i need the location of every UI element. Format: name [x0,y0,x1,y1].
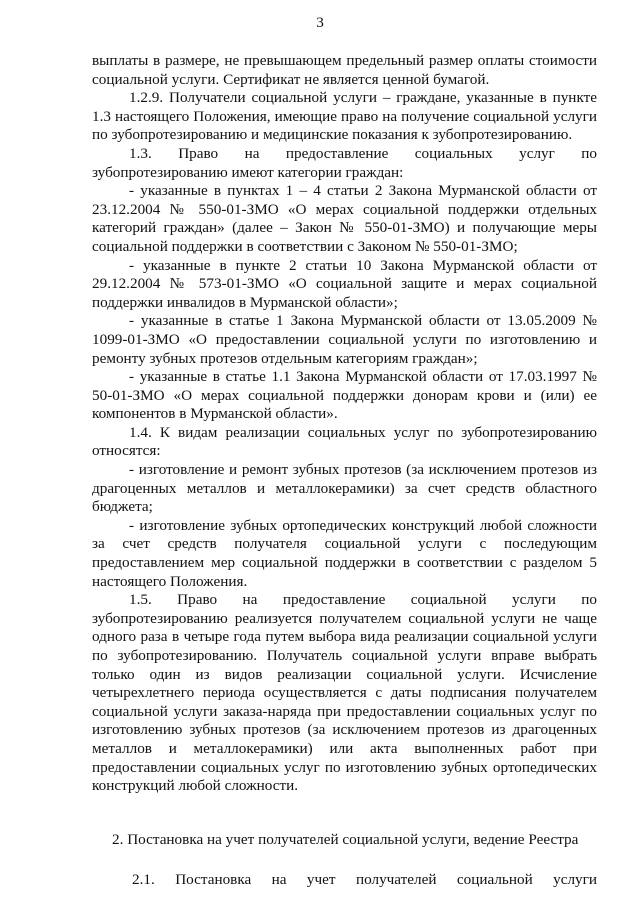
document-body [92,52,597,890]
page-number: 3 [316,14,324,31]
paragraph-1-3-first-line: 1.3. Право на предоставление социальных услуг по [129,144,597,162]
paragraph-1-4: 1.4. К видам реализации социальных услуг по зубопротезированию относятся: [92,423,597,460]
list-item-prosthesis-budget: - изготовление и ремонт зубных протезов (за исключением протезов из драгоценных металлов и металлокерамики) за счет средств областного бюджета; [92,461,597,516]
section-2-heading: 2. Постановка на учет получателей социальной услуги, ведение Реестра [112,830,579,848]
paragraph-2-1: 2.1. Постановка на учет получателей социальной услуги [132,871,597,889]
list-item-law-50: - указанные в статье 1.1 Закона Мурманской области от 17.03.1997 № 50-01-ЗМО «О мерах социальной поддержки донорам крови и (или) ее компонентов в Мурманской области». [92,368,597,423]
paragraph-1-5-rest: зубопротезированию реализуется получателем социальной услуги не чаще одного раза в четыре года путем выбора вида реализации социальной услуги по зубопротезированию. Получатель социальной услуги вправе выбрать только один из видов реализации социальной услуги. Исчисление четырехлетнего периода осуществляется с даты подписания получателем социальной услуги заказа-наряда при предоставлении социальных услуг по изготовлению зубных протезов (за исключением протезов из драгоценных металлов и металлокерамики) или акта выполненных работ при предоставлении социальных услуг по изготовлению зубных ортопедических конструкций любой сложности. [92,609,597,795]
paragraph-1-5-first-line: 1.5. Право на предоставление социальной услуги по [129,591,597,609]
list-item-law-1099: - указанные в статье 1 Закона Мурманской области от 13.05.2009 № 1099-01-ЗМО «О предоставлении социальной услуги по изготовлению и ремонту зубных протезов отдельным категориям граждан»; [92,312,597,367]
paragraph-1-2-9: 1.2.9. Получатели социальной услуги – граждане, указанные в пункте 1.3 настоящего Положения, имеющие право на получение социальной услуги по зубопротезированию и медицинские показания к зубопротезированию. [92,89,597,144]
list-item-law-550: - указанные в пунктах 1 – 4 статьи 2 Закона Мурманской области от 23.12.2004 № 550-01-ЗМО «О мерах социальной поддержки отдельных категорий граждан» (далее – Закон № 550-01-ЗМО) и получающие меры социальной поддержки в соответствии с Законом № 550-01-ЗМО; [92,182,597,255]
list-item-law-573: - указанные в пункте 2 статьи 10 Закона Мурманской области от 29.12.2004 № 573-01-ЗМО «О социальной защите и мерах социальной поддержки инвалидов в Мурманской области»; [92,256,597,311]
list-item-orthopedic-own-funds: - изготовление зубных ортопедических конструкций любой сложности за счет средств получателя социальной услуги с последующим предоставлением мер социальной поддержки в соответствии с разделом 5 настоящего Положения. [92,516,597,590]
paragraph-certificate-end: выплаты в размере, не превышающем предельный размер оплаты стоимости социальной услуги. Сертификат не является ценной бумагой. [92,52,597,88]
paragraph-1-3-rest: зубопротезированию имеют категории граждан: [92,163,404,181]
